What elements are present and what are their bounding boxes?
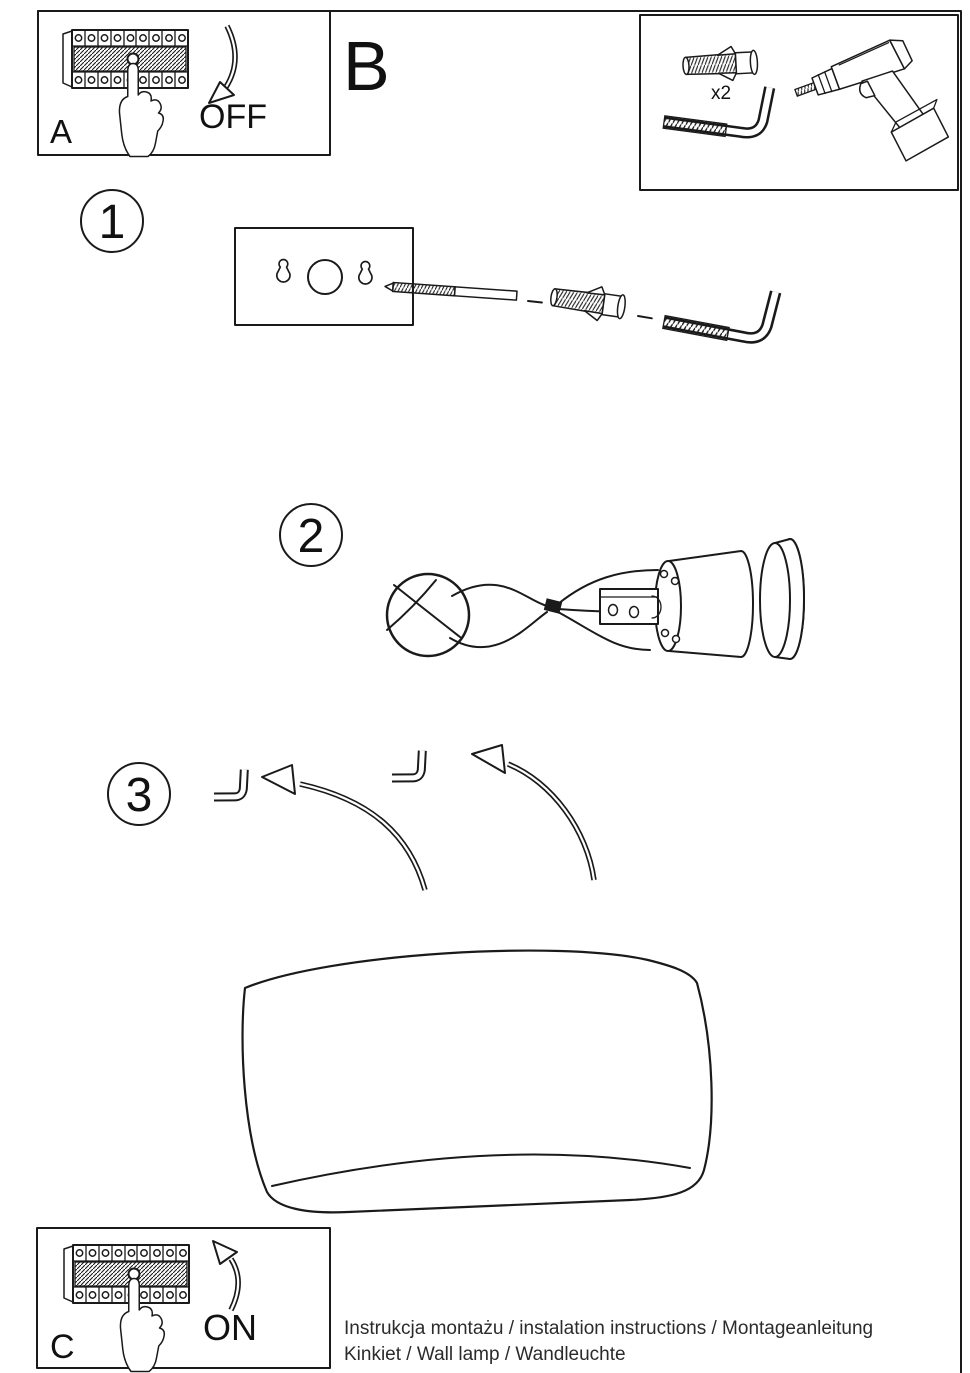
step-2-number: 2 bbox=[297, 510, 325, 563]
step-3-number: 3 bbox=[125, 769, 153, 822]
lamp-shade-icon bbox=[243, 951, 712, 1213]
wall-anchor-icon bbox=[549, 280, 628, 324]
curved-arrow-icon bbox=[472, 745, 594, 880]
footer bbox=[344, 1318, 873, 1365]
lamp-socket-icon bbox=[600, 539, 804, 659]
parts-box bbox=[640, 15, 958, 190]
breaker-panel-icon bbox=[64, 1245, 189, 1303]
dash-connector bbox=[638, 316, 656, 319]
step-1 bbox=[81, 190, 776, 345]
step-3 bbox=[108, 745, 594, 890]
panel-a-label: A bbox=[50, 113, 73, 150]
footer-line-1: Instrukcja montażu / instalation instructions / Montageanleitung bbox=[344, 1318, 874, 1339]
keyhole-icon bbox=[277, 260, 290, 283]
hook-screw-icon bbox=[389, 751, 425, 780]
mounting-plate-icon bbox=[235, 228, 413, 325]
curved-arrow-icon bbox=[262, 765, 425, 890]
panel-a bbox=[38, 11, 330, 157]
panel-b-label: B bbox=[343, 27, 390, 105]
step-1-number: 1 bbox=[98, 196, 126, 249]
footer-line-2: Kinkiet / Wall lamp / Wandleuchte bbox=[344, 1344, 626, 1365]
keyhole-icon bbox=[359, 262, 372, 285]
hook-screw-icon bbox=[662, 281, 775, 345]
hook-screw-icon bbox=[211, 770, 247, 799]
wire-loop-icon bbox=[387, 574, 469, 656]
panel-c-label: C bbox=[50, 1328, 75, 1366]
panel-a-action-label: OFF bbox=[199, 98, 267, 136]
anchor-count-label: x2 bbox=[711, 83, 732, 104]
step-2 bbox=[280, 504, 804, 659]
breaker-panel-icon bbox=[63, 30, 188, 88]
panel-c bbox=[37, 1228, 330, 1372]
panel-c-action-label: ON bbox=[203, 1307, 257, 1348]
dash-connector bbox=[528, 301, 547, 303]
